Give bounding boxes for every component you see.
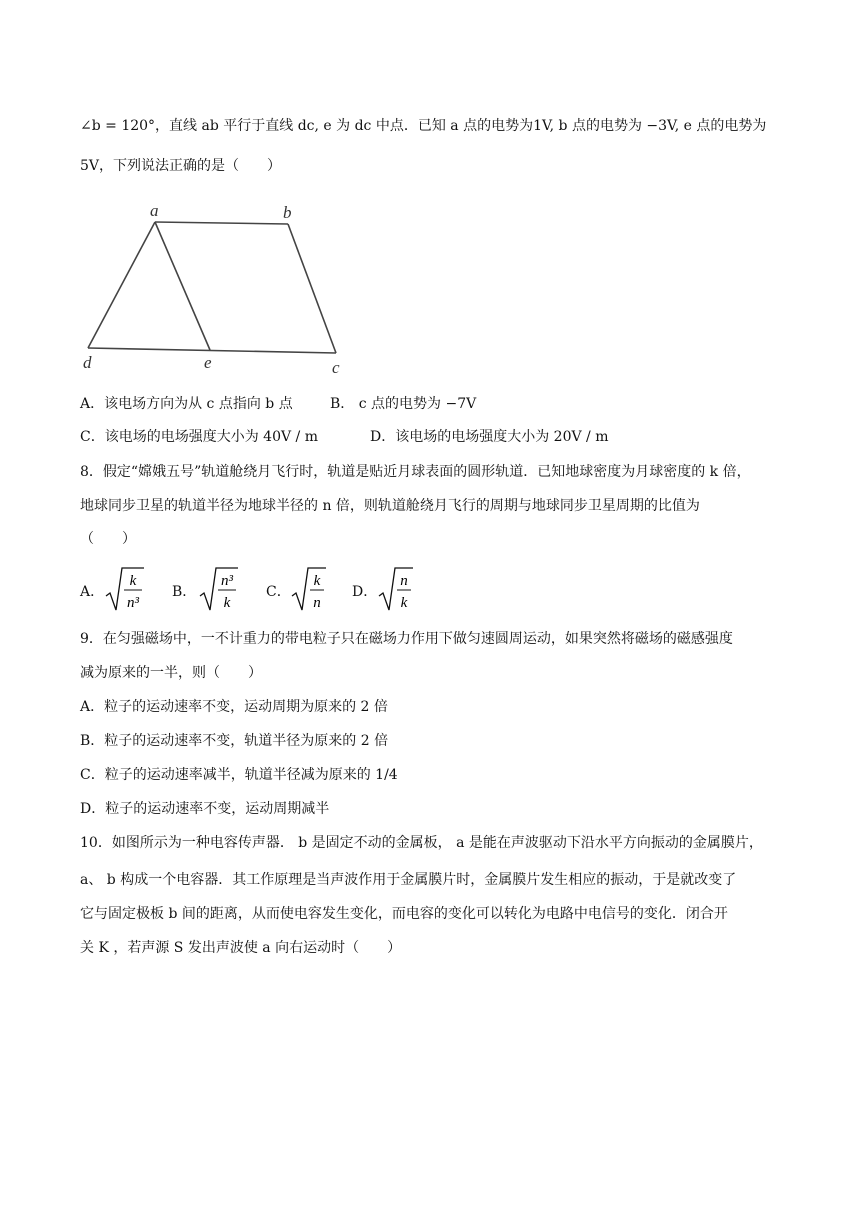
q7-option-c: C．该电场的电场强度大小为 40V / m <box>80 429 318 445</box>
q8-option-d-numerator: n <box>400 573 408 589</box>
trapezoid-figure <box>80 188 370 378</box>
q10-stem-line-3: 它与固定极板 b 间的距离，从而使电容发生变化，而电容的变化可以转化为电路中电信号的变化．闭合开 <box>80 906 728 922</box>
q9-option-c: C．粒子的运动速率减半，轨道半径减为原来的 1/4 <box>80 767 398 783</box>
q7-stem-line-1: ∠b = 120°，直线 ab 平行于直线 dc, e 为 dc 中点．已知 a 点的电势为1V, b 点的电势为 −3V, e 点的电势为 <box>80 118 767 134</box>
q8-option-b-denominator: k <box>223 595 231 611</box>
q8-stem-line-1: 8．假定“嫦娥五号”轨道舱绕月飞行时，轨道是贴近月球表面的圆形轨道．已知地球密度为月球密度的 k 倍， <box>80 464 751 480</box>
q8-stem-line-2: 地球同步卫星的轨道半径为地球半径的 n 倍，则轨道舱绕月飞行的周期与地球同步卫星周期的比值为 <box>80 498 700 514</box>
q7-option-a: A．该电场方向为从 c 点指向 b 点 <box>80 396 293 412</box>
q7-option-d: D．该电场的电场强度大小为 20V / m <box>370 429 609 445</box>
q10-stem-line-2: a、 b 构成一个电容器．其工作原理是当声波作用于金属膜片时，金属膜片发生相应的振动，于是就改变了 <box>80 872 737 888</box>
q9-stem-line-1: 9．在匀强磁场中，一不计重力的带电粒子只在磁场力作用下做匀速圆周运动，如果突然将磁场的磁感强度 <box>80 631 733 647</box>
q8-option-c-radical <box>290 566 332 614</box>
q8-option-c-label: C． <box>266 584 291 600</box>
q8-option-b-numerator: n³ <box>221 573 233 589</box>
q8-option-d-label: D． <box>352 584 378 600</box>
q9-stem-line-2: 减为原来的一半，则（ ） <box>80 665 262 681</box>
figure-label-d: d <box>83 353 92 372</box>
q10-stem-line-4: 关 K ，若声源 S 发出声波使 a 向右运动时（ ） <box>80 940 402 956</box>
q7-stem-line-2: 5V，下列说法正确的是（ ） <box>80 158 282 174</box>
q10-stem-line-1: 10．如图所示为一种电容传声器． b 是固定不动的金属板， a 是能在声波驱动下沿水平方向振动的金属膜片， <box>80 835 763 851</box>
q8-option-c-denominator: n <box>313 595 321 611</box>
q8-option-d-denominator: k <box>400 595 408 611</box>
figure-label-c: c <box>332 358 340 377</box>
q8-stem-line-3: （ ） <box>80 531 136 547</box>
q9-option-a: A．粒子的运动速率不变，运动周期为原来的 2 倍 <box>80 699 388 715</box>
q8-option-d-radical <box>377 566 419 614</box>
q8-option-b-radical <box>198 566 240 614</box>
q9-option-b: B．粒子的运动速率不变，轨道半径为原来的 2 倍 <box>80 733 389 749</box>
q9-option-d: D．粒子的运动速率不变，运动周期减半 <box>80 801 330 817</box>
q8-option-a-numerator: k <box>129 573 137 589</box>
q8-option-a-label: A． <box>80 584 105 600</box>
q8-option-a-radical <box>104 566 146 614</box>
q8-option-c-numerator: k <box>313 573 321 589</box>
q8-option-b-label: B． <box>172 584 197 600</box>
figure-label-b: b <box>283 203 292 222</box>
q8-option-a-denominator: n³ <box>127 595 139 611</box>
figure-label-a: a <box>150 201 159 220</box>
figure-label-e: e <box>204 353 212 372</box>
q7-option-b: B． c 点的电势为 −7V <box>330 396 477 412</box>
